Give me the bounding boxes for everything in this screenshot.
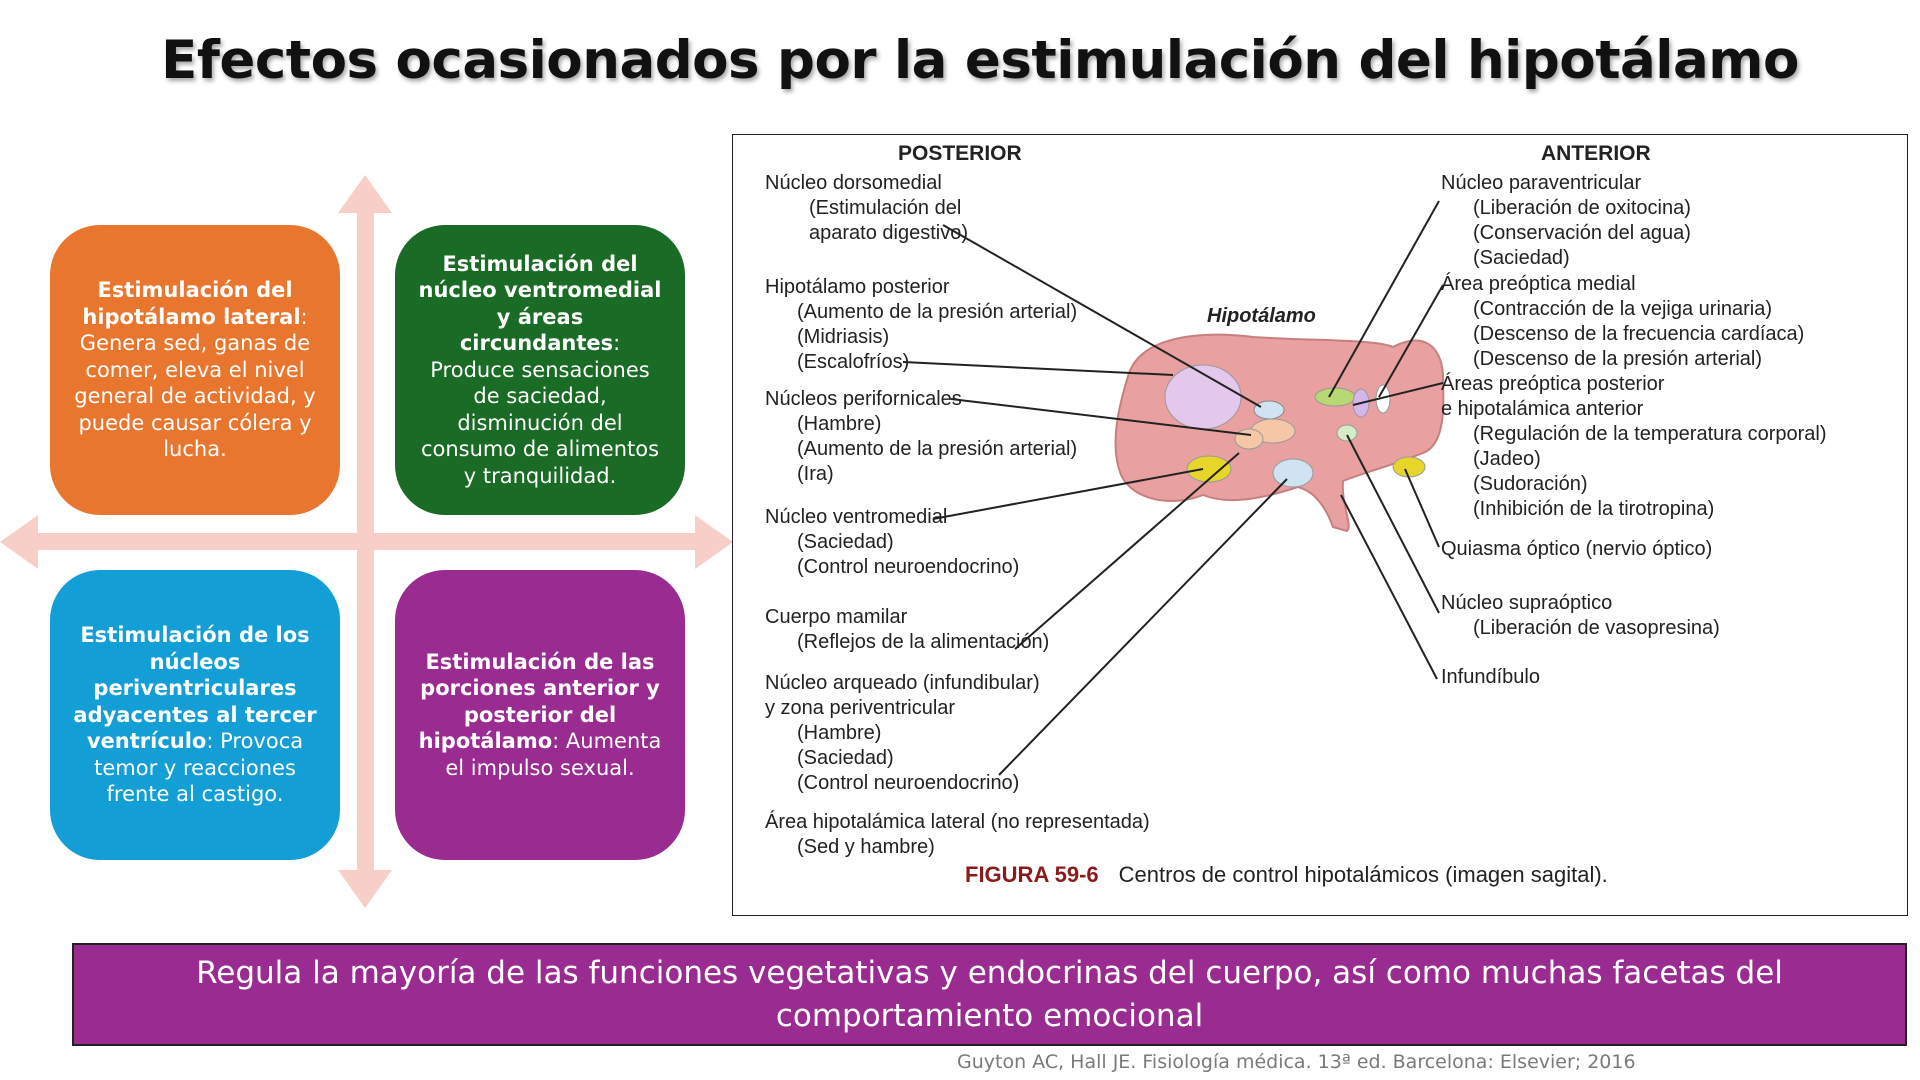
arrow-right-head: [695, 515, 733, 569]
label-sub: (Ira): [797, 463, 834, 485]
quadrant-heading: Estimulación de las porciones anterior y posterior del hipotálamo: [418, 649, 660, 754]
hypothalamus-figure: [732, 134, 1908, 916]
label-head: y zona periventricular: [765, 697, 956, 719]
label-head: Núcleos perifornicales: [765, 388, 962, 410]
label-head: Infundíbulo: [1441, 666, 1540, 688]
label-sub: (Saciedad): [1473, 247, 1570, 269]
label-sub: (Conservación del agua): [1473, 222, 1691, 244]
anterior-heading: ANTERIOR: [1541, 142, 1651, 165]
quadrant-heading: Estimulación del hipotálamo lateral: [82, 278, 301, 329]
quadrant-text: : Aumenta el impulso sexual.: [445, 729, 662, 780]
quadrant-lateral-hypothalamus: [50, 225, 340, 515]
page-title: Efectos ocasionados por la estimulación del hipotálamo: [161, 30, 1799, 91]
label-optic-chiasm: [1441, 537, 1712, 562]
label-sub: (Liberación de vasopresina): [1473, 617, 1720, 639]
label-sub: (Aumento de la presión arterial): [797, 438, 1078, 460]
label-head: Núcleo ventromedial: [765, 506, 948, 528]
citation: Guyton AC, Hall JE. Fisiología médica. 13ª ed. Barcelona: Elsevier; 2016: [957, 1051, 1636, 1073]
label-sub: (Control neuroendocrino): [797, 556, 1020, 578]
label-head: e hipotalámica anterior: [1441, 398, 1644, 420]
label-sub: (Saciedad): [797, 747, 894, 769]
summary-banner: [72, 943, 1907, 1046]
label-sub: (Saciedad): [797, 531, 894, 553]
arrow-up-head: [338, 175, 392, 213]
label-sub: (Aumento de la presión arterial): [797, 301, 1078, 323]
label-perifornical-nuclei: [765, 387, 1077, 487]
label-medial-preoptic-area: [1441, 272, 1804, 372]
label-dorsomedial-nucleus: [765, 171, 968, 246]
label-head: Núcleo arqueado (infundibular): [765, 672, 1040, 694]
label-sub: (Descenso de la presión arterial): [1473, 348, 1763, 370]
label-sub: (Hambre): [797, 413, 882, 435]
label-head: Núcleo supraóptico: [1441, 592, 1613, 614]
figure-caption-text: Centros de control hipotalámicos (imagen sagital).: [1118, 862, 1608, 887]
label-paraventricular-nucleus: [1441, 171, 1691, 271]
label-sub: (Regulación de la temperatura corporal): [1473, 423, 1827, 445]
label-head: Quiasma óptico (nervio óptico): [1441, 538, 1713, 560]
dorsomedial-nucleus-shape: [1254, 401, 1284, 419]
label-sub: (Liberación de oxitocina): [1473, 197, 1691, 219]
label-lateral-hypothalamic-area: [765, 810, 1150, 860]
label-head: Hipotálamo posterior: [765, 276, 950, 298]
figure-caption: [965, 862, 1608, 888]
arrow-down-head: [338, 870, 392, 908]
hypothalamus-label: Hipotálamo: [1207, 305, 1316, 327]
label-sub: (Sudoración): [1473, 473, 1588, 495]
label-sub: (Hambre): [797, 722, 882, 744]
label-sub: (Escalofríos): [797, 351, 910, 373]
label-sub: (Estimulación del: [809, 197, 962, 219]
label-sub: (Contracción de la vejiga urinaria): [1473, 298, 1773, 320]
label-sub: (Midriasis): [797, 326, 890, 348]
label-posterior-preoptic-areas: [1441, 372, 1827, 522]
quadrant-anterior-posterior-hypothalamus: [395, 570, 685, 860]
label-infundibulum: [1441, 665, 1540, 690]
quadrant-text: : Provoca temor y reacciones frente al castigo.: [94, 729, 304, 807]
ventromedial-nucleus-shape: [1235, 429, 1263, 449]
label-posterior-hypothalamus: [765, 275, 1077, 375]
summary-banner-text: Regula la mayoría de las funciones vegetativas y endocrinas del cuerpo, así como muchas facetas del comportamiento emocional: [196, 954, 1783, 1034]
quadrant-heading: Estimulación del núcleo ventromedial y áreas circundantes: [418, 251, 662, 356]
label-ventromedial-nucleus: [765, 505, 1019, 580]
label-sub: aparato digestivo): [809, 222, 968, 244]
label-arcuate-nucleus: [765, 671, 1040, 796]
quadrant-text: : Produce sensaciones de saciedad, disminución del consumo de alimentos y tranquilidad.: [420, 331, 660, 488]
quadrant-ventromedial-nucleus: [395, 225, 685, 515]
label-head: Núcleo paraventricular: [1441, 172, 1642, 194]
label-sub: (Reflejos de la alimentación): [797, 631, 1050, 653]
figure-number: FIGURA 59-6: [965, 862, 1099, 887]
label-supraoptic-nucleus: [1441, 591, 1720, 641]
label-head: Área hipotalámica lateral (no representada): [765, 811, 1150, 833]
leader-optic-chiasm: [1405, 469, 1439, 547]
anterior-hypothalamus-shape: [1337, 425, 1357, 441]
label-sub: (Descenso de la frecuencia cardíaca): [1473, 323, 1805, 345]
label-sub: (Control neuroendocrino): [797, 772, 1020, 794]
label-sub: (Sed y hambre): [797, 836, 935, 858]
label-mammillary-body: [765, 605, 1049, 655]
paraventricular-nucleus-shape: [1315, 388, 1355, 406]
quadrant-heading: Estimulación de los núcleos periventriculares adyacentes al tercer ventrículo: [73, 623, 317, 754]
horizontal-arrow-shaft: [30, 533, 700, 550]
label-head: Áreas preóptica posterior: [1441, 373, 1665, 395]
label-head: Núcleo dorsomedial: [765, 172, 942, 194]
label-head: Cuerpo mamilar: [765, 606, 908, 628]
arcuate-nucleus-shape: [1273, 459, 1313, 487]
optic-chiasm-shape: [1393, 457, 1425, 477]
label-sub: (Jadeo): [1473, 448, 1541, 470]
quadrant-periventricular-nuclei: [50, 570, 340, 860]
arrow-left-head: [0, 515, 38, 569]
posterior-heading: POSTERIOR: [898, 142, 1022, 165]
leader-infundibulum: [1341, 495, 1437, 679]
label-sub: (Inhibición de la tirotropina): [1473, 498, 1715, 520]
label-head: Área preóptica medial: [1441, 273, 1636, 295]
quadrant-text: : Genera sed, ganas de comer, eleva el nivel general de actividad, y puede causar cólera y lucha.: [74, 304, 316, 462]
